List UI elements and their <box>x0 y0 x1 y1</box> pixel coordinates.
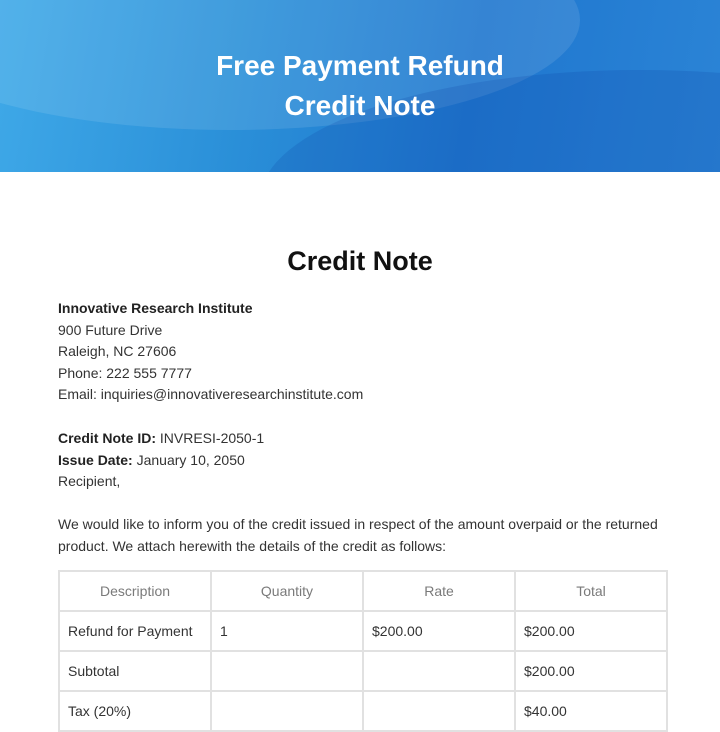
sender-address-line: 900 Future Drive <box>58 321 163 338</box>
banner-title <box>0 46 720 126</box>
document-title: Credit Note <box>287 246 433 276</box>
table-row <box>59 611 667 651</box>
banner-title-line: Free Payment Refund <box>216 50 504 81</box>
table-cell: Refund for Payment <box>59 611 211 651</box>
issue-date <box>58 450 264 472</box>
credit-note-id <box>58 428 264 450</box>
table-cell: Subtotal <box>59 651 211 691</box>
table-cell: $40.00 <box>515 691 667 731</box>
recipient-salutation: Recipient, <box>58 473 121 489</box>
credit-note-id-label: Credit Note ID: <box>58 430 156 446</box>
table-cell <box>211 691 363 731</box>
banner-title-line: Credit Note <box>284 90 436 121</box>
sender-block <box>58 298 363 406</box>
credit-note-meta <box>58 428 264 493</box>
table-cell: $200.00 <box>515 651 667 691</box>
issue-date-value: January 10, 2050 <box>132 451 245 468</box>
column-header: Quantity <box>211 571 363 611</box>
credit-note-id-value: INVRESI-2050-1 <box>156 430 265 446</box>
table-cell: 1 <box>211 611 363 651</box>
table-cell: $200.00 <box>363 611 515 651</box>
table-row <box>59 651 667 691</box>
table-cell <box>363 651 515 691</box>
sender-address-line: Raleigh, NC 27606 <box>58 343 177 359</box>
sender-name: Innovative Research Institute <box>58 300 253 316</box>
table-row <box>59 691 667 731</box>
intro-paragraph: We would like to inform you of the credit issued in respect of the amount overpaid or the returned product. We attach herewith the details of the credit as follows: <box>58 516 658 554</box>
sender-email: Email: inquiries@innovativeresearchinstitute.com <box>58 386 364 402</box>
table-cell <box>211 651 363 691</box>
issue-date-label: Issue Date: <box>58 451 133 468</box>
table-header-row <box>59 571 667 611</box>
credit-items-table <box>58 570 668 732</box>
column-header: Rate <box>363 571 515 611</box>
table-cell: Tax (20%) <box>59 691 211 731</box>
column-header: Description <box>59 571 211 611</box>
table-cell <box>363 691 515 731</box>
table-cell: $200.00 <box>515 611 667 651</box>
sender-phone: Phone: 222 555 7777 <box>58 364 192 381</box>
column-header: Total <box>515 571 667 611</box>
header-banner <box>0 0 720 172</box>
